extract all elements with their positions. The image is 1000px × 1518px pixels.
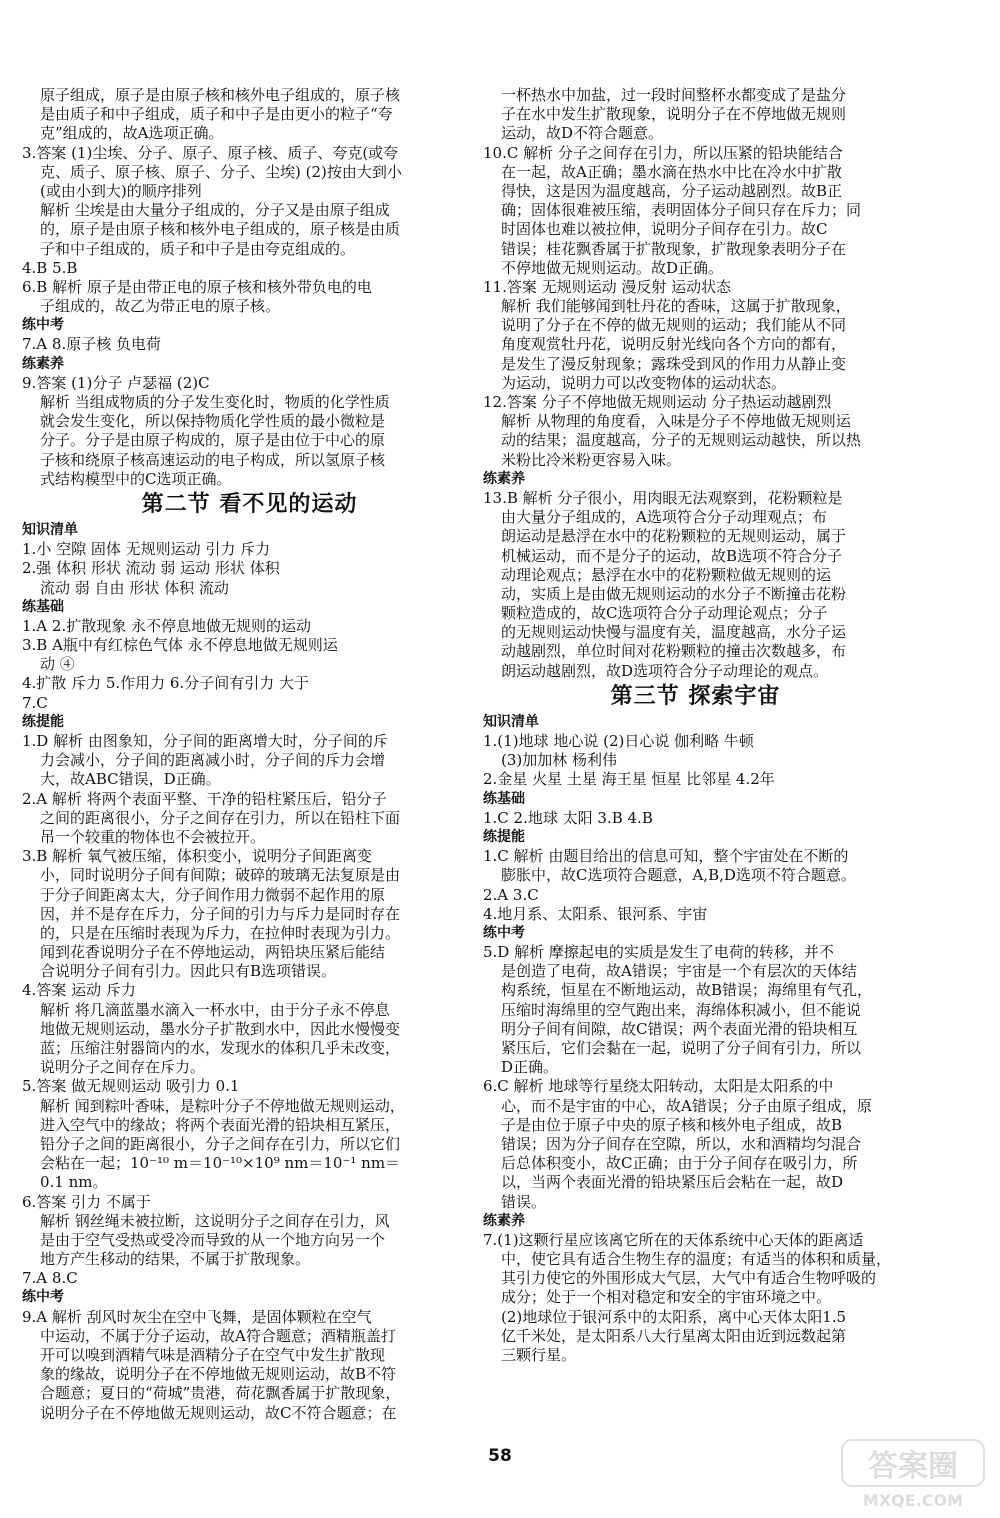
left-column <box>22 86 477 1423</box>
explanation-line: 的，原子是由原子核和核外电子组成的，原子核是由质 <box>40 220 401 239</box>
explanation-line: 铅分子之间的距离很小，分子之间存在引力，所以它们 <box>40 1134 401 1153</box>
answer-line: 3.答案 (1)尘埃、分子、原子、原子核、质子、夸克(或夸 <box>22 143 399 162</box>
explanation-line: 压缩时海绵里的空气跑出来，海绵体积减小，但不能说 <box>501 1000 862 1019</box>
explanation-line: 膨胀中，故C选项符合题意，A,B,D选项不符合题意。 <box>501 866 856 885</box>
explanation-line: 解析 当组成物质的分子发生变化时，物质的化学性质 <box>40 393 390 411</box>
explanation-line: 闻到花香说明分子在不停地运动，两铅块压紧后能结 <box>40 943 386 962</box>
explanation-line: 朗运动越剧烈，故D选项符合分子动理论的观点。 <box>501 661 829 680</box>
answer-line: 6.C 解析 地球等行星绕太阳转动，太阳是太阳系的中 <box>483 1077 834 1096</box>
subsection-label: 练中考 <box>22 317 64 334</box>
answer-line: 5.D 解析 摩擦起电的实质是发生了电荷的转移，并不 <box>483 943 834 962</box>
subsection-label: 练素养 <box>483 1212 525 1229</box>
subsection-label: 练素养 <box>22 355 64 372</box>
explanation-line: 机械运动，而不是分子的运动，故B选项不符合分子 <box>501 546 843 565</box>
explanation-line: 吊一个较重的物体也不会被拉开。 <box>40 827 266 846</box>
answer-line: 6.答案 引力 不属于 <box>22 1192 151 1211</box>
explanation-line: 构系统，恒星在不断地运动，故B错误；海绵里有气孔， <box>501 981 873 1000</box>
answer-line: 9.A 解析 刮风时灰尘在空中飞舞，是固体颗粒在空气 <box>22 1307 372 1326</box>
subsection-label: 知识清单 <box>22 521 78 538</box>
explanation-line: 米粉比冷米粉更容易入味。 <box>501 450 682 469</box>
answer-line: 4.地月系、太阳系、银河系、宇宙 <box>483 904 708 923</box>
page-number: 58 <box>488 1446 512 1466</box>
answer-line: 2.金星 火星 土星 海王星 恒星 比邻星 4.2年 <box>483 770 775 789</box>
answer-line: 6.B 解析 原子是由带正电的原子核和核外带负电的电 <box>22 277 372 296</box>
explanation-line: 由大量分子组成的，A选项符合分子动理观点；布 <box>501 508 827 527</box>
answer-line: 7.(1)这颗行星应该离它所在的天体系统中心天体的距离适 <box>483 1230 864 1249</box>
subsection-label: 练素养 <box>483 470 525 487</box>
section-title: 第二节 看不见的运动 <box>141 491 358 517</box>
svg-text:答案圈: 答案圈 <box>868 1449 958 1484</box>
subsection-label: 练中考 <box>483 924 525 941</box>
explanation-line: 象的缘故，说明分子在不停地做无规则运动，故B不符 <box>40 1365 397 1384</box>
explanation-line: 子组成的，故乙为带正电的原子核。 <box>40 297 281 316</box>
explanation-line: 会粘在一起；10⁻¹⁰ m＝10⁻¹⁰×10⁹ nm＝10⁻¹ nm＝ <box>40 1154 401 1173</box>
answer-line: 1.A 2.扩散现象 永不停息地做无规则的运动 <box>22 616 311 635</box>
explanation-line: 蓝；压缩注射器筒内的水，发现水的体积几乎未改变， <box>40 1039 401 1057</box>
answer-line: 7.A 8.C <box>22 1269 78 1288</box>
explanation-line: 合题意；夏日的“荷城”贵港，荷花飘香属于扩散现象， <box>40 1384 401 1403</box>
explanation-line: 得快，这是因为温度越高，分子运动越剧烈。故B正 <box>501 181 843 200</box>
explanation-line: 解析 钢丝绳未被拉断，这说明分子之间存在引力，风 <box>40 1211 390 1230</box>
answer-line: 7.C <box>22 693 48 712</box>
explanation-line: 说明分子在不停地做无规则运动，故C不符合题意；在 <box>40 1403 397 1422</box>
explanation-line: 于分子间距离太大，分子间作用力微弱不起作用的原 <box>40 885 386 904</box>
explanation-line: 式结构模型中的C选项正确。 <box>40 469 232 488</box>
answer-line: 12.答案 分子不停地做无规则运动 分子热运动越剧烈 <box>483 393 832 411</box>
answer-line: 4.B 5.B <box>22 258 78 277</box>
explanation-line: 解析 从物理的角度看，入味是分子不停地做无规则运 <box>501 412 851 431</box>
explanation-line: 是创造了电荷，故A错误；宇宙是一个有层次的天体结 <box>501 962 857 981</box>
explanation-line: 解析 我们能够闻到牡丹花的香味，这属于扩散现象， <box>501 297 851 316</box>
explanation-line: 错误；因为分子间存在空隙，所以，水和酒精均匀混合 <box>501 1134 862 1153</box>
explanation-line: 颗粒造成的，故C选项符合分子动理论观点；分子 <box>501 604 828 623</box>
explanation-line: 是由于空气受热或受冷而导致的从一个地方向另一个 <box>40 1230 386 1249</box>
answer-line: 10.C 解析 分子之间存在引力，所以压紧的铅块能结合 <box>483 143 843 162</box>
answer-line: 2.强 体积 形状 流动 弱 运动 形状 体积 <box>22 559 280 578</box>
explanation-line: 以，当两个表面光滑的铅块紧压后会粘在一起，故D <box>501 1173 844 1192</box>
explanation-line: (2)地球位于银河系中的太阳系，离中心天体太阳1.5 <box>501 1307 847 1326</box>
svg-text:MXQE.COM: MXQE.COM <box>862 1491 964 1510</box>
explanation-line: (或由小到大)的顺序排列 <box>40 181 202 200</box>
explanation-line: 解析 将几滴蓝墨水滴入一杯水中，由于分子永不停息 <box>40 1000 390 1019</box>
explanation-line: 小，同时说明分子间有间隙；破碎的玻璃无法复原是由 <box>40 866 401 885</box>
explanation-line: 朗运动是悬浮在水中的花粉颗粒的无规则运动，属于 <box>501 527 847 546</box>
explanation-line: 错误；桂花飘香属于扩散现象，扩散现象表明分子在 <box>501 239 847 258</box>
explanation-line: 之间的距离很小，分子之间存在引力，所以在铅柱下面 <box>40 808 401 827</box>
answer-line: 2.A 解析 将两个表面平整、干净的铅柱紧压后，铅分子 <box>22 789 387 808</box>
explanation-line: 分子。分子是由原子构成的，原子是由位于中心的原 <box>40 431 386 450</box>
answer-line: 1.(1)地球 地心说 (2)日心说 伽利略 牛顿 <box>483 732 754 750</box>
explanation-line: 力会减小，分子间的距离减小时，分子间的斥力会增 <box>40 751 386 770</box>
explanation-line: 动，实质上是由做无规则运动的水分子不断撞击花粉 <box>501 584 847 603</box>
explanation-line: 一杯热水中加盐，过一段时间整杯水都变成了是盐分 <box>501 86 847 104</box>
right-column <box>483 86 908 1365</box>
subsection-label: 练中考 <box>22 1289 64 1306</box>
explanation-line: 动理论观点；悬浮在水中的花粉颗粒做无规则的运 <box>501 565 832 584</box>
watermark-logo <box>838 1434 988 1514</box>
explanation-line: 动 ④ <box>40 655 75 674</box>
explanation-line: 中，使它具有适合生物生存的温度；有适当的体积和质量， <box>501 1250 892 1269</box>
explanation-line: 的，只是在压缩时表现为斥力，在拉伸时表现为引力。 <box>40 923 401 942</box>
subsection-label: 练提能 <box>483 828 525 845</box>
explanation-line: 心，而不是宇宙的中心，故A错误；分子由原子组成，原 <box>501 1096 872 1115</box>
explanation-line: 三颗行星。 <box>501 1346 577 1364</box>
explanation-line: 紧压后，它们会黏在一起，说明了分子间有引力，所以 <box>501 1039 862 1057</box>
answer-line: 11.答案 无规则运动 漫反射 运动状态 <box>483 277 732 296</box>
explanation-line: 大，故ABC错误，D正确。 <box>40 770 221 789</box>
explanation-line: 原子组成，原子是由原子核和核外电子组成的，原子核 <box>40 86 401 104</box>
explanation-line: 动越剧烈，单位时间对花粉颗粒的撞击次数越多，布 <box>501 642 847 661</box>
explanation-line: 说明分子之间存在斥力。 <box>40 1058 206 1077</box>
explanation-line: 亿千米处，是太阳系八大行星离太阳由近到远数起第 <box>501 1326 847 1345</box>
explanation-line: 时固体也难以被拉伸，说明分子间存在引力。故C <box>501 220 828 239</box>
subsection-label: 练基础 <box>483 790 525 807</box>
explanation-line: 动的结果；温度越高，分子的无规则运动越快，所以热 <box>501 431 862 450</box>
answer-line: 2.A 3.C <box>483 885 539 904</box>
answer-line: 3.B A瓶中有红棕色气体 永不停息地做无规则运 <box>22 636 338 655</box>
explanation-line: 的无规则运动快慢与温度有关，温度越高，水分子运 <box>501 623 847 642</box>
explanation-line: 运动，故D不符合题意。 <box>501 124 664 143</box>
explanation-line: 后总体积变小，故C正确；由于分子间存在吸引力，所 <box>501 1154 858 1173</box>
explanation-line: 合说明分子间有引力。因此只有B选项错误。 <box>40 962 337 981</box>
explanation-line: 就会发生变化，所以保持物质化学性质的最小微粒是 <box>40 412 386 431</box>
explanation-line: 是由质子和中子组成，质子和中子是由更小的粒子“夸 <box>40 105 393 124</box>
explanation-line: 解析 闻到粽叶香味，是粽叶分子不停地做无规则运动， <box>40 1096 405 1115</box>
explanation-line: 开可以嗅到酒精气味是酒精分子在空气中发生扩散现 <box>40 1346 386 1364</box>
answer-line: 13.B 解析 分子很小，用肉眼无法观察到，花粉颗粒是 <box>483 488 843 507</box>
explanation-line: 地做无规则运动，墨水分子扩散到水中，因此水慢慢变 <box>40 1019 401 1038</box>
answer-line: 7.A 8.原子核 负电荷 <box>22 335 161 354</box>
answer-line: 4.答案 运动 斥力 <box>22 981 136 1000</box>
explanation-line: 角度观赏牡丹花，说明反射光线向各个方向的都有， <box>501 335 847 354</box>
answer-line: 5.答案 做无规则运动 吸引力 0.1 <box>22 1077 240 1096</box>
subsection-label: 练基础 <box>22 598 64 615</box>
answer-line: 3.B 解析 氧气被压缩，体积变小，说明分子间距离变 <box>22 847 372 866</box>
explanation-line: 因，并不是存在斥力，分子间的引力与斥力是同时存在 <box>40 904 401 923</box>
explanation-line: 确；固体很难被压缩，表明固体分子间只存在斥力；同 <box>501 201 862 220</box>
explanation-line: 解析 尘埃是由大量分子组成的，分子又是由原子组成 <box>40 201 390 220</box>
explanation-line: 克、质子、原子核、原子、分子、尘埃) (2)按由大到小 <box>40 162 402 181</box>
subsection-label: 练提能 <box>22 713 64 730</box>
explanation-line: 说明了分子在不停的做无规则的运动；我们能从不同 <box>501 316 847 335</box>
explanation-line: 错误。 <box>501 1192 547 1211</box>
answer-line: 1.D 解析 由图象知，分子间的距离增大时，分子间的斥 <box>22 732 388 750</box>
subsection-label: 知识清单 <box>483 713 539 730</box>
explanation-line: 克”组成的，故A选项正确。 <box>40 124 224 143</box>
explanation-line: 子是由位于原子中央的原子核和核外电子组成，故B <box>501 1115 843 1134</box>
explanation-line: 在一起，故A正确；墨水滴在热水中比在冷水中扩散 <box>501 162 842 181</box>
explanation-line: 是发生了漫反射现象；露珠受到风的作用力从静止变 <box>501 354 847 373</box>
explanation-line: 0.1 nm。 <box>40 1173 108 1192</box>
explanation-line: 中运动，不属于分子运动，故A符合题意；酒精瓶盖打 <box>40 1326 396 1345</box>
explanation-line: 进入空气中的缘故；将两个表面光滑的铅块相互紧压， <box>40 1115 401 1134</box>
explanation-line: 地方产生移动的结果，不属于扩散现象。 <box>40 1250 311 1269</box>
explanation-line: 子核和绕原子核高速运动的电子构成，所以氢原子核 <box>40 450 386 469</box>
answer-line: 1.小 空隙 固体 无规则运动 引力 斥力 <box>22 540 271 559</box>
explanation-line: 流动 弱 自由 形状 体积 流动 <box>40 578 229 597</box>
answer-line: 4.扩散 斥力 5.作用力 6.分子间有引力 大于 <box>22 674 310 693</box>
answer-line: 9.答案 (1)分子 卢瑟福 (2)C <box>22 373 210 392</box>
explanation-line: (3)加加林 杨利伟 <box>501 751 618 770</box>
explanation-line: 不停地做无规则运动。故D正确。 <box>501 258 724 277</box>
explanation-line: 其引力使它的外围形成大气层，大气中有适合生物呼吸的 <box>501 1269 877 1288</box>
explanation-line: 为运动，说明力可以改变物体的运动状态。 <box>501 373 787 392</box>
answer-line: 1.C 2.地球 太阳 3.B 4.B <box>483 808 653 827</box>
explanation-line: D正确。 <box>501 1058 559 1077</box>
section-title: 第三节 探索宇宙 <box>610 683 781 709</box>
explanation-line: 子在水中发生扩散现象，说明分子在不停地做无规则 <box>501 105 847 124</box>
explanation-line: 成分；处于一个相对稳定和安全的宇宙环境之中。 <box>501 1288 832 1307</box>
answer-line: 1.C 解析 由题目给出的信息可知，整个宇宙处在不断的 <box>483 847 849 866</box>
explanation-line: 子和中子组成的，质子和中子是由夸克组成的。 <box>40 239 356 258</box>
explanation-line: 明分子间有间隙，故C错误；两个表面光滑的铅块相互 <box>501 1019 858 1038</box>
